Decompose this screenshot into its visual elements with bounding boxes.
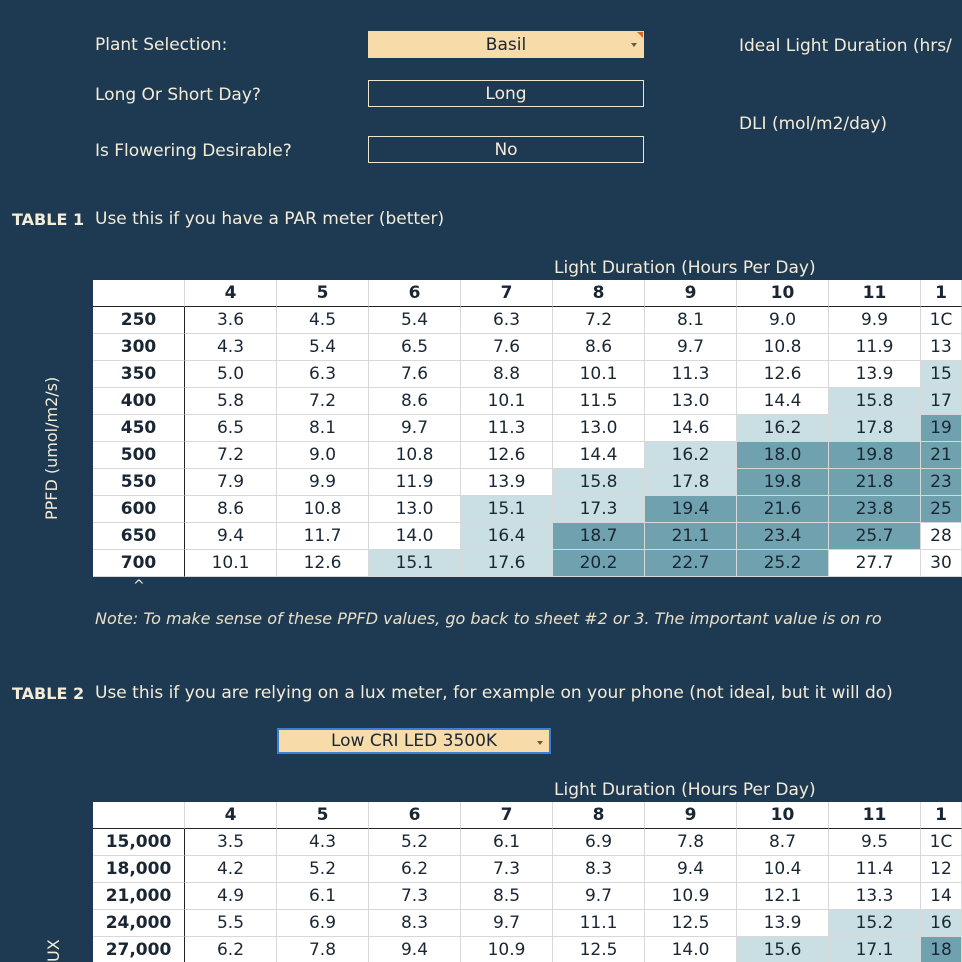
table-cell[interactable]: 15.6 — [737, 937, 829, 962]
table-cell[interactable]: 6.5 — [185, 415, 277, 442]
table-cell[interactable]: 8.3 — [369, 910, 461, 937]
table1-title: TABLE 1 — [12, 210, 85, 229]
table-cell[interactable]: 9.7 — [461, 910, 553, 937]
table-cell[interactable]: 9.0 — [737, 307, 829, 334]
table-cell[interactable]: 11.1 — [553, 910, 645, 937]
table-cell[interactable]: 9.5 — [829, 829, 921, 856]
table-cell[interactable]: 23 — [921, 469, 962, 496]
table-cell[interactable]: 9.0 — [277, 442, 369, 469]
plant-selection-label: Plant Selection: — [95, 35, 228, 55]
table-cell[interactable]: 5.4 — [277, 334, 369, 361]
row-header[interactable]: 350 — [93, 361, 185, 388]
table-cell[interactable]: 12.5 — [553, 937, 645, 962]
long-short-day-label: Long Or Short Day? — [95, 85, 261, 105]
table-cell[interactable]: 14.4 — [553, 442, 645, 469]
column-header[interactable]: 1 — [921, 280, 962, 307]
table-cell[interactable]: 11.9 — [829, 334, 921, 361]
column-header[interactable]: 8 — [553, 280, 645, 307]
table-cell[interactable]: 11.4 — [829, 856, 921, 883]
row-header[interactable]: 24,000 — [93, 910, 185, 937]
table-cell[interactable]: 5.0 — [185, 361, 277, 388]
row-header[interactable]: 27,000 — [93, 937, 185, 962]
table2-column-group-label: Light Duration (Hours Per Day) — [554, 780, 816, 800]
column-header[interactable]: 10 — [737, 802, 829, 829]
column-header[interactable]: 5 — [277, 280, 369, 307]
table2-row-axis-label: UX — [44, 939, 63, 962]
table-cell[interactable]: 15.1 — [369, 550, 461, 577]
row-header[interactable]: 700 — [93, 550, 185, 577]
row-header[interactable]: 450 — [93, 415, 185, 442]
table-cell[interactable]: 13.3 — [829, 883, 921, 910]
table1-description: Use this if you have a PAR meter (better) — [95, 209, 445, 229]
column-header[interactable]: 6 — [369, 280, 461, 307]
table-cell[interactable]: 17.1 — [829, 937, 921, 962]
table-cell[interactable]: 10.1 — [185, 550, 277, 577]
table-cell[interactable]: 21 — [921, 442, 962, 469]
table-cell[interactable]: 19.4 — [645, 496, 737, 523]
table-cell[interactable]: 16.2 — [645, 442, 737, 469]
light-source-value: Low CRI LED 3500K — [330, 731, 498, 751]
table-cell[interactable]: 7.9 — [185, 469, 277, 496]
table-cell[interactable]: 22.7 — [645, 550, 737, 577]
table-cell[interactable]: 10.8 — [277, 496, 369, 523]
table-cell[interactable]: 4.3 — [185, 334, 277, 361]
table-cell[interactable]: 18.7 — [553, 523, 645, 550]
table-cell[interactable]: 5.5 — [185, 910, 277, 937]
ppfd-note: Note: To make sense of these PPFD values, go back to sheet #2 or 3. The important value is on ro — [95, 609, 882, 628]
column-header[interactable]: 9 — [645, 280, 737, 307]
table1-column-group-label: Light Duration (Hours Per Day) — [554, 258, 816, 278]
table-cell[interactable]: 7.8 — [645, 829, 737, 856]
flowering-label: Is Flowering Desirable? — [95, 141, 292, 161]
column-header[interactable]: 11 — [829, 802, 921, 829]
header-corner-cell[interactable] — [93, 280, 185, 307]
table-cell[interactable]: 12.5 — [645, 910, 737, 937]
table-cell[interactable]: 13.9 — [829, 361, 921, 388]
long-short-day-field[interactable] — [368, 80, 644, 107]
table-cell[interactable]: 11.5 — [553, 388, 645, 415]
table-cell[interactable]: 8.5 — [461, 883, 553, 910]
table-cell[interactable]: 18 — [921, 937, 962, 962]
table2-description: Use this if you are relying on a lux meter, for example on your phone (not ideal, but it will do) — [95, 683, 893, 703]
table-cell[interactable]: 12.1 — [737, 883, 829, 910]
table-cell[interactable]: 10.1 — [461, 388, 553, 415]
table-cell[interactable]: 10.1 — [553, 361, 645, 388]
table-cell[interactable]: 15.2 — [829, 910, 921, 937]
table2-grid — [93, 802, 962, 962]
header-corner-cell[interactable] — [93, 802, 185, 829]
dropdown-arrow-icon[interactable] — [537, 741, 543, 745]
table-cell[interactable]: 6.2 — [369, 856, 461, 883]
flowering-field[interactable] — [368, 136, 644, 163]
column-header[interactable]: 11 — [829, 280, 921, 307]
table-cell[interactable]: 19.8 — [737, 469, 829, 496]
column-header[interactable]: 1 — [921, 802, 962, 829]
table-cell[interactable]: 5.8 — [185, 388, 277, 415]
row-header[interactable]: 18,000 — [93, 856, 185, 883]
table-cell[interactable]: 1C — [921, 829, 962, 856]
table-cell[interactable]: 10.4 — [737, 856, 829, 883]
dli-label: DLI (mol/m2/day) — [739, 114, 888, 134]
table-cell[interactable]: 9.4 — [645, 856, 737, 883]
table-cell[interactable]: 6.1 — [277, 883, 369, 910]
table-cell[interactable]: 8.7 — [737, 829, 829, 856]
ideal-light-duration-label: Ideal Light Duration (hrs/ — [739, 36, 952, 56]
table-cell[interactable]: 10.8 — [737, 334, 829, 361]
table1-row-axis-label: PPFD (umol/m2/s) — [42, 376, 61, 520]
table-cell[interactable]: 13.0 — [369, 496, 461, 523]
table-cell[interactable]: 11.3 — [461, 415, 553, 442]
table-cell[interactable]: 5.4 — [369, 307, 461, 334]
table-cell[interactable]: 6.1 — [461, 829, 553, 856]
plant-selection-dropdown[interactable] — [368, 31, 644, 58]
table-cell[interactable]: 12.6 — [737, 361, 829, 388]
row-header[interactable]: 550 — [93, 469, 185, 496]
table-cell[interactable]: 6.3 — [461, 307, 553, 334]
table-cell[interactable]: 21.6 — [737, 496, 829, 523]
table-cell[interactable]: 10.9 — [645, 883, 737, 910]
table-cell[interactable]: 7.6 — [369, 361, 461, 388]
table-cell[interactable]: 15 — [921, 361, 962, 388]
table-cell[interactable]: 7.2 — [277, 388, 369, 415]
table-cell[interactable]: 14.0 — [645, 937, 737, 962]
table-cell[interactable]: 8.6 — [369, 388, 461, 415]
long-short-day-value: Long — [485, 83, 527, 104]
table-cell[interactable]: 27.7 — [829, 550, 921, 577]
row-header[interactable]: 21,000 — [93, 883, 185, 910]
table-cell[interactable]: 19 — [921, 415, 962, 442]
table-cell[interactable]: 8.1 — [645, 307, 737, 334]
table-cell[interactable]: 13.9 — [461, 469, 553, 496]
table-cell[interactable]: 8.1 — [277, 415, 369, 442]
plant-selection-value: Basil — [485, 34, 527, 55]
table-cell[interactable]: 18.0 — [737, 442, 829, 469]
table-cell[interactable]: 11.7 — [277, 523, 369, 550]
table-cell[interactable]: 21.8 — [829, 469, 921, 496]
table-cell[interactable]: 14.0 — [369, 523, 461, 550]
flowering-value: No — [494, 139, 518, 160]
table-cell[interactable]: 7.2 — [553, 307, 645, 334]
table-cell[interactable]: 13.9 — [737, 910, 829, 937]
row-header[interactable]: 500 — [93, 442, 185, 469]
table-cell[interactable]: 6.5 — [369, 334, 461, 361]
column-header[interactable]: 8 — [553, 802, 645, 829]
column-header[interactable]: 7 — [461, 280, 553, 307]
light-source-dropdown[interactable] — [277, 728, 551, 754]
table-cell[interactable]: 15.1 — [461, 496, 553, 523]
row-header[interactable]: 650 — [93, 523, 185, 550]
table-cell[interactable]: 13 — [921, 334, 962, 361]
table-cell[interactable]: 4.5 — [277, 307, 369, 334]
table-cell[interactable]: 3.6 — [185, 307, 277, 334]
table1-caret: ^ — [133, 578, 145, 594]
table-cell[interactable]: 13.0 — [645, 388, 737, 415]
table-cell[interactable]: 5.2 — [277, 856, 369, 883]
table2-title: TABLE 2 — [12, 684, 85, 703]
table-cell[interactable]: 10.9 — [461, 937, 553, 962]
column-header[interactable]: 10 — [737, 280, 829, 307]
table-cell[interactable]: 9.7 — [553, 883, 645, 910]
table-cell[interactable]: 6.2 — [185, 937, 277, 962]
row-header[interactable]: 250 — [93, 307, 185, 334]
dropdown-arrow-icon[interactable] — [631, 43, 637, 47]
table-cell[interactable]: 30 — [921, 550, 962, 577]
table-cell[interactable]: 12.6 — [277, 550, 369, 577]
table-cell[interactable]: 17.6 — [461, 550, 553, 577]
table-cell[interactable]: 1C — [921, 307, 962, 334]
table-cell[interactable]: 7.2 — [185, 442, 277, 469]
row-header[interactable]: 15,000 — [93, 829, 185, 856]
table-cell[interactable]: 14.4 — [737, 388, 829, 415]
table-cell[interactable]: 17.3 — [553, 496, 645, 523]
table-cell[interactable]: 12.6 — [461, 442, 553, 469]
table-cell[interactable]: 16.2 — [737, 415, 829, 442]
table-cell[interactable]: 25.2 — [737, 550, 829, 577]
table-cell[interactable]: 8.3 — [553, 856, 645, 883]
table1-grid — [93, 280, 962, 577]
table-cell[interactable]: 16.4 — [461, 523, 553, 550]
row-header[interactable]: 600 — [93, 496, 185, 523]
row-header[interactable]: 300 — [93, 334, 185, 361]
table-cell[interactable]: 15.8 — [829, 388, 921, 415]
table-cell[interactable]: 11.9 — [369, 469, 461, 496]
table-cell[interactable]: 3.5 — [185, 829, 277, 856]
column-header[interactable]: 5 — [277, 802, 369, 829]
table-cell[interactable]: 8.8 — [461, 361, 553, 388]
table-cell[interactable]: 8.6 — [553, 334, 645, 361]
table-cell[interactable]: 20.2 — [553, 550, 645, 577]
column-header[interactable]: 7 — [461, 802, 553, 829]
table-cell[interactable]: 7.8 — [277, 937, 369, 962]
table-cell[interactable]: 19.8 — [829, 442, 921, 469]
column-header[interactable]: 6 — [369, 802, 461, 829]
table-cell[interactable]: 4.2 — [185, 856, 277, 883]
table-cell[interactable]: 14 — [921, 883, 962, 910]
table-cell[interactable]: 9.4 — [185, 523, 277, 550]
table-cell[interactable]: 7.3 — [369, 883, 461, 910]
table-cell[interactable]: 9.9 — [829, 307, 921, 334]
column-header[interactable]: 9 — [645, 802, 737, 829]
table-cell[interactable]: 9.7 — [645, 334, 737, 361]
table-cell[interactable]: 5.2 — [369, 829, 461, 856]
table-cell[interactable]: 23.8 — [829, 496, 921, 523]
table-cell[interactable]: 8.6 — [185, 496, 277, 523]
table-cell[interactable]: 9.7 — [369, 415, 461, 442]
table-cell[interactable]: 17.8 — [829, 415, 921, 442]
table-cell[interactable]: 23.4 — [737, 523, 829, 550]
table-cell[interactable]: 12 — [921, 856, 962, 883]
table-cell[interactable]: 4.3 — [277, 829, 369, 856]
table-cell[interactable]: 9.4 — [369, 937, 461, 962]
comment-marker-icon — [637, 32, 643, 38]
table-cell[interactable]: 6.3 — [277, 361, 369, 388]
table-cell[interactable]: 25 — [921, 496, 962, 523]
table-cell[interactable]: 25.7 — [829, 523, 921, 550]
table-cell[interactable]: 11.3 — [645, 361, 737, 388]
table-cell[interactable]: 14.6 — [645, 415, 737, 442]
table-cell[interactable]: 10.8 — [369, 442, 461, 469]
table-cell[interactable]: 21.1 — [645, 523, 737, 550]
table-cell[interactable]: 4.9 — [185, 883, 277, 910]
table-cell[interactable]: 17.8 — [645, 469, 737, 496]
table-cell[interactable]: 7.6 — [461, 334, 553, 361]
table-cell[interactable]: 6.9 — [277, 910, 369, 937]
table-cell[interactable]: 28 — [921, 523, 962, 550]
table-cell[interactable]: 6.9 — [553, 829, 645, 856]
column-header[interactable]: 4 — [185, 280, 277, 307]
column-header[interactable]: 4 — [185, 802, 277, 829]
table-cell[interactable]: 9.9 — [277, 469, 369, 496]
table-cell[interactable]: 15.8 — [553, 469, 645, 496]
table-cell[interactable]: 16 — [921, 910, 962, 937]
table-cell[interactable]: 13.0 — [553, 415, 645, 442]
table-cell[interactable]: 7.3 — [461, 856, 553, 883]
table-cell[interactable]: 17 — [921, 388, 962, 415]
row-header[interactable]: 400 — [93, 388, 185, 415]
